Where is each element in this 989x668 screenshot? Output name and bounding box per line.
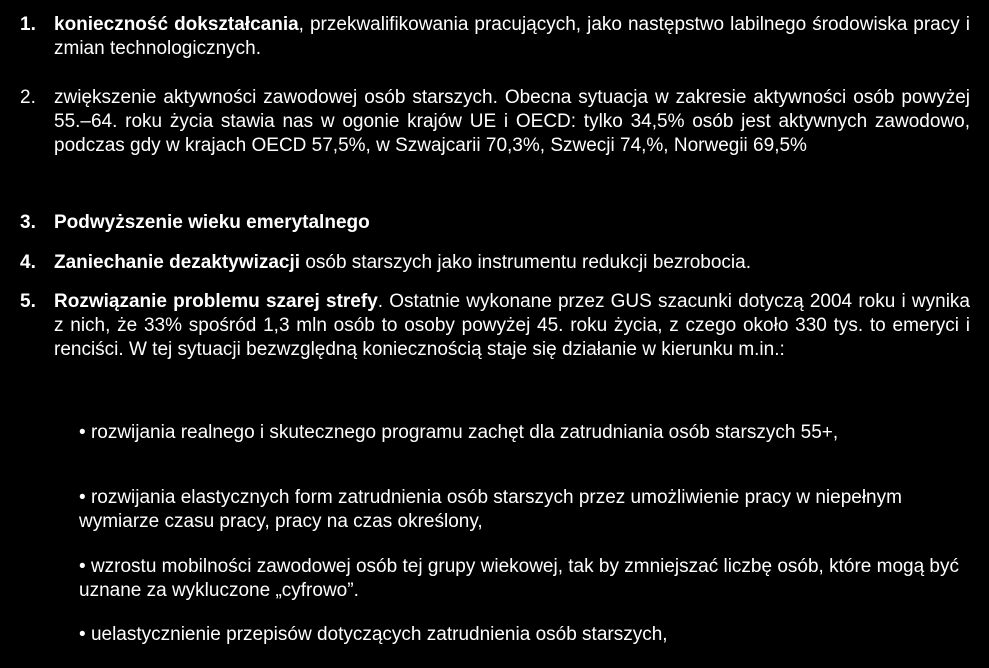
bullet-text: wzrostu mobilności zawodowej osób tej grupy wiekowej, tak by zmniejszać liczbę osób, które mogą być uznane za wykluczone „cyfrowo”. <box>79 556 959 601</box>
bullet-dot-icon: • <box>79 487 86 508</box>
bullet-text: uelastycznienie przepisów dotyczących zatrudnienia osób starszych, <box>90 624 668 645</box>
list-item-2 <box>20 86 970 158</box>
bullet-dot-icon: • <box>79 422 86 443</box>
item-text: . Ostatnie wykonane przez GUS szacunki dotyczą 2004 roku i wynika z nich, że 33% spośród 1,3 mln osób to osoby powyżej 45. roku życia, z czego około 330 tys. to emeryci i renciści. W tej sytuacji bezwzględną koniecznością staje się działanie w kierunku m.in.: <box>54 291 970 360</box>
bullet-item-4 <box>79 623 971 647</box>
bullet-dot-icon: • <box>79 556 86 577</box>
item-text: , przekwalifikowania pracujących, jako następstwo labilnego środowiska pracy i zmian technologicznych. <box>54 14 970 59</box>
bullet-text: rozwijania elastycznych form zatrudnienia osób starszych przez umożliwienie pracy w niepełnym wymiarze czasu pracy, pracy na czas określony, <box>79 487 902 532</box>
item-number: 2. <box>20 87 36 108</box>
item-number: 3. <box>20 212 36 233</box>
item-body <box>54 290 970 362</box>
item-text: osób starszych jako instrumentu redukcji bezrobocia. <box>300 252 751 273</box>
item-bold-lead: konieczność dokształcania <box>54 14 299 35</box>
item-body <box>54 211 970 235</box>
list-item-1 <box>20 13 970 61</box>
item-text: zwiększenie aktywności zawodowej osób starszych. Obecna sytuacja w zakresie aktywności osób powyżej 55.–64. roku życia stawia nas w ogonie krajów UE i OECD: tylko 34,5% osób jest aktywnych zawodowo, podczas gdy w krajach OECD 57,5%, w Szwajcarii 70,3%, Szwecji 74,%, Norwegii 69,5% <box>54 87 970 156</box>
list-item-5 <box>20 290 970 362</box>
list-item-3 <box>20 211 970 235</box>
item-body <box>54 251 970 275</box>
item-bold-lead: Podwyższenie wieku emerytalnego <box>54 212 370 233</box>
item-body <box>54 86 970 158</box>
item-bold-lead: Rozwiązanie problemu szarej strefy <box>54 291 378 312</box>
bullet-item-2 <box>79 486 971 534</box>
item-number: 1. <box>20 14 36 35</box>
item-number: 5. <box>20 291 36 312</box>
bullet-item-3 <box>79 555 971 603</box>
item-body <box>54 13 970 61</box>
item-number: 4. <box>20 252 36 273</box>
bullet-item-1 <box>79 421 971 445</box>
bullet-text: rozwijania realnego i skutecznego programu zachęt dla zatrudniania osób starszych 55+, <box>90 422 839 443</box>
item-bold-lead: Zaniechanie dezaktywizacji <box>54 252 301 273</box>
bullet-dot-icon: • <box>79 624 86 645</box>
list-item-4 <box>20 251 970 275</box>
